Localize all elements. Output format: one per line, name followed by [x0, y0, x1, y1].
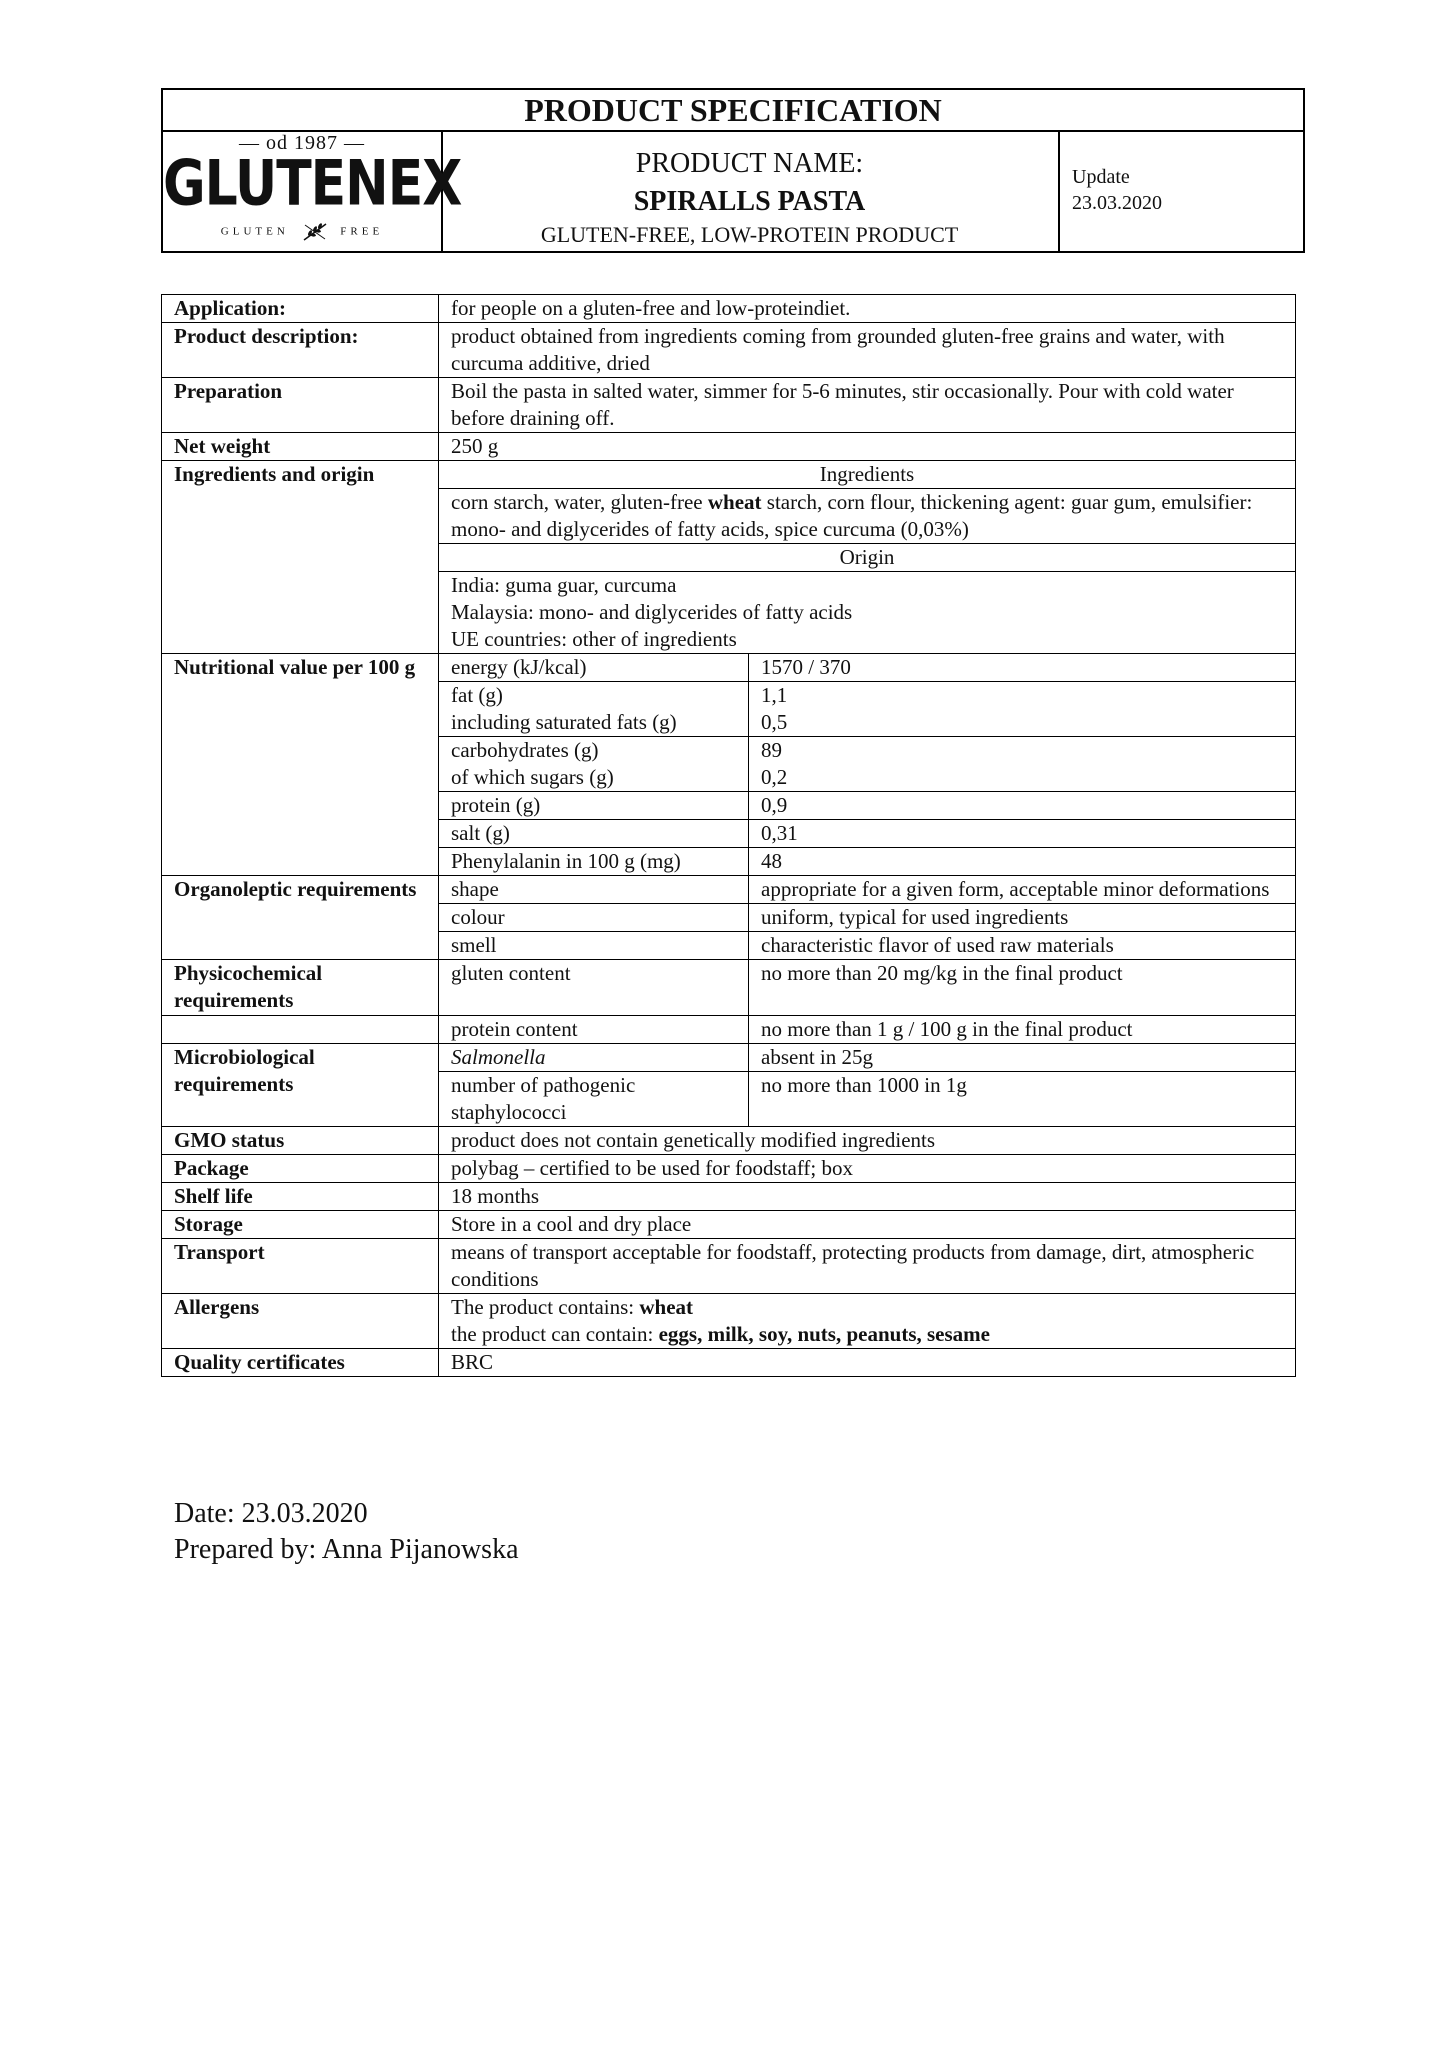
- document-footer: [174, 1496, 519, 1568]
- requirement-value: no more than 20 mg/kg in the final product: [749, 960, 1296, 1016]
- allergens-contains-list: wheat: [639, 1295, 694, 1319]
- application-value: for people on a gluten-free and low-proteindiet.: [439, 295, 1296, 323]
- preparation-label: Preparation: [162, 378, 439, 433]
- row-transport: [162, 1239, 1296, 1294]
- nutrient-name: salt (g): [439, 820, 749, 848]
- storage-label: Storage: [162, 1211, 439, 1239]
- shelf-life-label: Shelf life: [162, 1183, 439, 1211]
- row-gmo: [162, 1127, 1296, 1155]
- nutrient-name: protein (g): [439, 792, 749, 820]
- row-description: [162, 323, 1296, 378]
- microbiological-label: Microbiological requirements: [162, 1044, 439, 1127]
- nutrient-name: energy (kJ/kcal): [439, 654, 749, 682]
- row-nutrition: [162, 654, 1296, 682]
- product-subtitle: GLUTEN-FREE, LOW-PROTEIN PRODUCT: [540, 222, 959, 247]
- allergens-contains-text: The product contains:: [451, 1295, 640, 1319]
- net-weight-value: 250 g: [439, 433, 1296, 461]
- ingredients-text-a: corn starch, water, gluten-free: [451, 490, 708, 514]
- logo-brand: GLUTENEX: [163, 148, 462, 220]
- net-weight-label: Net weight: [162, 433, 439, 461]
- description-value: product obtained from ingredients coming from grounded gluten-free grains and water, with curcuma additive, dried: [439, 323, 1296, 378]
- nutrient-name: Phenylalanin in 100 g (mg): [439, 848, 749, 876]
- allergens-label: Allergens: [162, 1294, 439, 1349]
- gmo-value: product does not contain genetically modified ingredients: [439, 1127, 1296, 1155]
- row-ingredients-header: [162, 461, 1296, 489]
- nutrient-value: 48: [749, 848, 1296, 876]
- ingredients-label: Ingredients and origin: [162, 461, 439, 654]
- row-package: [162, 1155, 1296, 1183]
- allergens-value: [439, 1294, 1296, 1349]
- organoleptic-label: Organoleptic requirements: [162, 876, 439, 960]
- spec-header: [161, 88, 1305, 253]
- nutrient-value-line: 1,1: [761, 683, 788, 707]
- requirement-value: characteristic flavor of used raw materials: [749, 932, 1296, 960]
- nutrient-value-line: 89: [761, 738, 782, 762]
- allergens-may-contain-list: eggs, milk, soy, nuts, peanuts, sesame: [658, 1322, 990, 1346]
- update-label: Update: [1072, 166, 1130, 188]
- nutrient-value: [749, 737, 1296, 792]
- application-label: Application:: [162, 295, 439, 323]
- requirement-name: number of pathogenic staphylococci: [439, 1072, 749, 1127]
- requirement-value: uniform, typical for used ingredients: [749, 904, 1296, 932]
- requirement-name: colour: [439, 904, 749, 932]
- nutrient-value: 0,9: [749, 792, 1296, 820]
- logo-tagline: [163, 222, 441, 242]
- storage-value: Store in a cool and dry place: [439, 1211, 1296, 1239]
- empty-label-cell: [162, 1016, 439, 1044]
- nutrient-value-line: 0,2: [761, 765, 788, 789]
- description-label: Product description:: [162, 323, 439, 378]
- product-name-label: PRODUCT NAME:: [635, 148, 864, 179]
- transport-label: Transport: [162, 1239, 439, 1294]
- allergens-may-contain-text: the product can contain:: [451, 1322, 659, 1346]
- row-preparation: [162, 378, 1296, 433]
- origin-line: Malaysia: mono- and diglycerides of fatty acids: [451, 600, 853, 624]
- row-physicochemical: [162, 1016, 1296, 1044]
- nutrient-name-line: carbohydrates (g): [451, 738, 599, 762]
- nutrient-value: 1570 / 370: [749, 654, 1296, 682]
- logo-tag-gluten: GLUTEN: [220, 225, 289, 238]
- company-logo: [163, 130, 462, 253]
- footer-date: Date: 23.03.2020: [174, 1498, 368, 1529]
- allergens-contains: [451, 1294, 1283, 1321]
- nutrient-name-line: including saturated fats (g): [451, 710, 677, 734]
- row-application: [162, 295, 1296, 323]
- requirement-value: no more than 1000 in 1g: [749, 1072, 1296, 1127]
- footer-prepared-by: Prepared by: Anna Pijanowska: [174, 1534, 519, 1565]
- row-storage: [162, 1211, 1296, 1239]
- ingredients-allergen: wheat: [707, 490, 762, 514]
- allergens-may-contain: [451, 1321, 1283, 1348]
- row-certificates: [162, 1349, 1296, 1377]
- row-microbiological: [162, 1044, 1296, 1072]
- package-value: polybag – certified to be used for foodstaff; box: [439, 1155, 1296, 1183]
- requirement-name: Salmonella: [439, 1044, 749, 1072]
- row-organoleptic: [162, 876, 1296, 904]
- gmo-label: GMO status: [162, 1127, 439, 1155]
- preparation-value: Boil the pasta in salted water, simmer for 5-6 minutes, stir occasionally. Pour with cold water before draining off.: [439, 378, 1296, 433]
- logo-since: — od 1987 —: [239, 132, 365, 154]
- specification-table: [161, 294, 1296, 1377]
- product-name-cell: [441, 130, 1060, 253]
- transport-value: means of transport acceptable for foodstaff, protecting products from damage, dirt, atmospheric conditions: [439, 1239, 1296, 1294]
- requirement-value: no more than 1 g / 100 g in the final product: [749, 1016, 1296, 1044]
- row-shelf-life: [162, 1183, 1296, 1211]
- nutrient-name-line: of which sugars (g): [451, 765, 614, 789]
- requirement-name: smell: [439, 932, 749, 960]
- update-date: 23.03.2020: [1072, 192, 1162, 214]
- physicochemical-label: Physicochemical requirements: [162, 960, 439, 1016]
- nutrient-name: [439, 737, 749, 792]
- wheat-icon: [300, 222, 330, 242]
- ingredients-header: Ingredients: [439, 461, 1296, 489]
- requirement-value: absent in 25g: [749, 1044, 1296, 1072]
- nutrient-value: [749, 682, 1296, 737]
- requirement-name: shape: [439, 876, 749, 904]
- nutrient-name-line: fat (g): [451, 683, 503, 707]
- requirement-name: protein content: [439, 1016, 749, 1044]
- ingredients-text-b: starch, corn flour, thickening agent: guar gum, emulsifier: mono- and diglycerides of fatty acids, spice curcuma (0,03%): [451, 490, 1253, 541]
- requirement-value: appropriate for a given form, acceptable minor deformations: [749, 876, 1296, 904]
- document-title: PRODUCT SPECIFICATION: [163, 90, 1303, 132]
- row-net-weight: [162, 433, 1296, 461]
- nutrient-value-line: 0,5: [761, 710, 788, 734]
- nutrient-name: [439, 682, 749, 737]
- requirement-name: gluten content: [439, 960, 749, 1016]
- row-allergens: [162, 1294, 1296, 1349]
- origin-line: India: guma guar, curcuma: [451, 573, 677, 597]
- origin-header: Origin: [439, 544, 1296, 572]
- row-physicochemical: [162, 960, 1296, 1016]
- logo-tag-free: FREE: [340, 225, 384, 238]
- certificates-label: Quality certificates: [162, 1349, 439, 1377]
- nutrient-value: 0,31: [749, 820, 1296, 848]
- shelf-life-value: 18 months: [439, 1183, 1296, 1211]
- ingredients-text: [439, 489, 1296, 544]
- nutrition-label: Nutritional value per 100 g: [162, 654, 439, 876]
- product-name: SPIRALLS PASTA: [633, 186, 866, 217]
- origin-line: UE countries: other of ingredients: [451, 627, 737, 651]
- update-cell: [1058, 130, 1305, 253]
- origin-text: [439, 572, 1296, 654]
- package-label: Package: [162, 1155, 439, 1183]
- certificates-value: BRC: [439, 1349, 1296, 1377]
